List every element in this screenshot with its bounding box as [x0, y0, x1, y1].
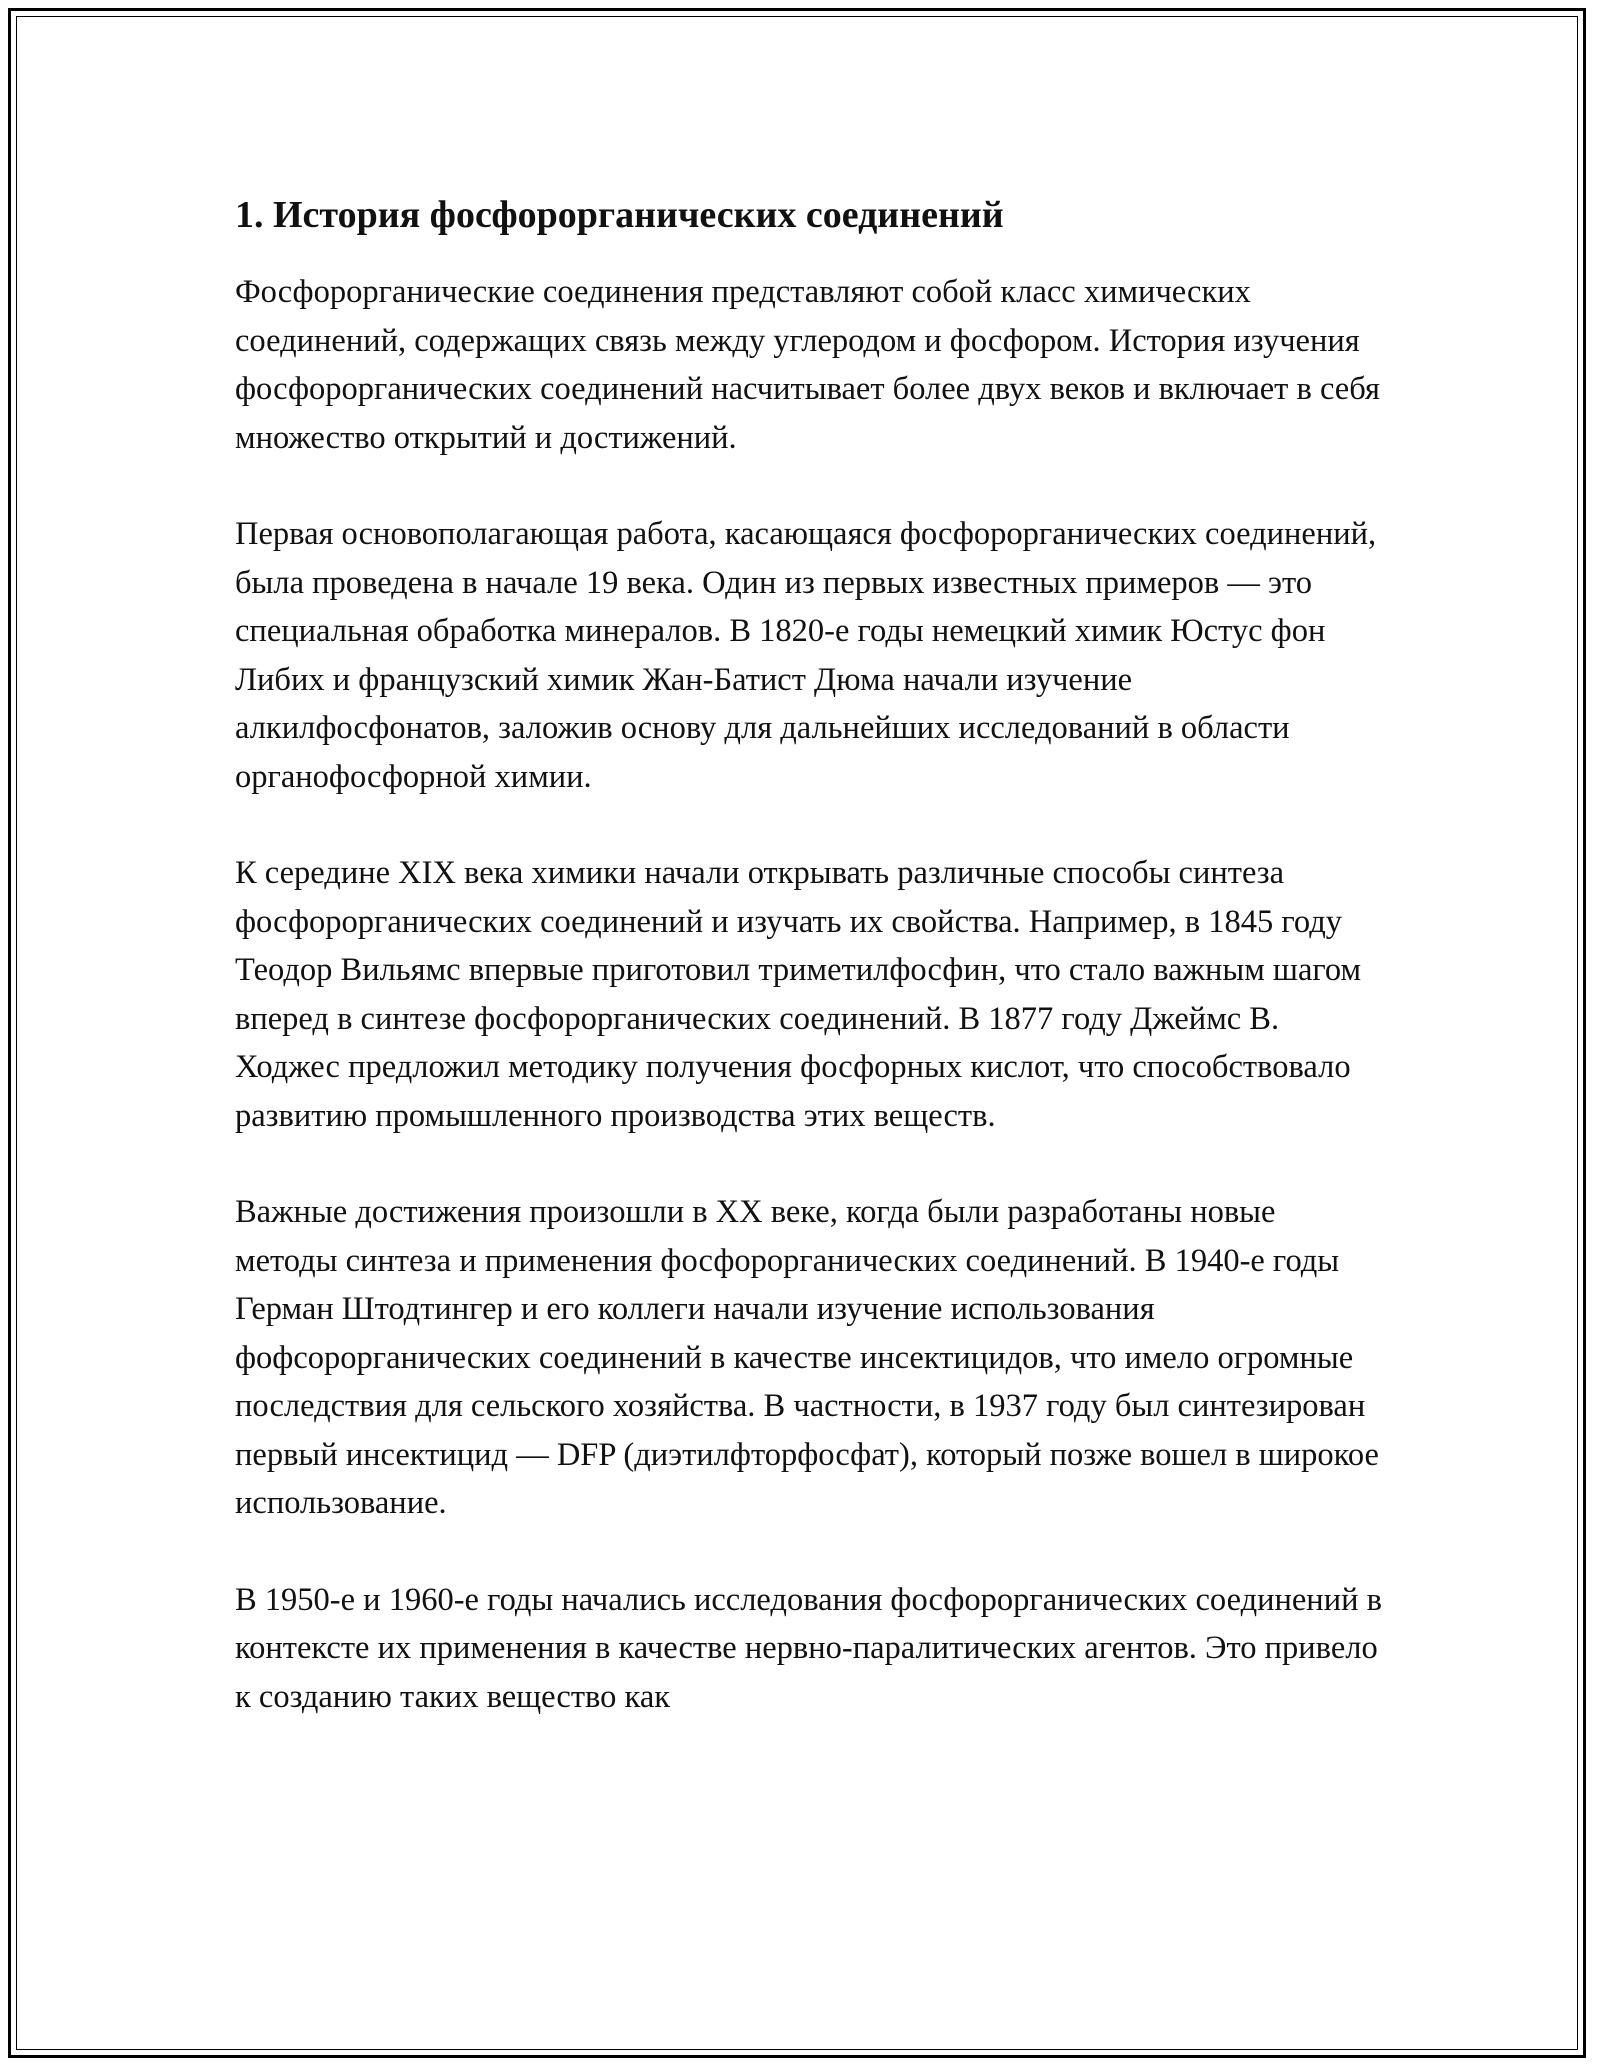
paragraph-1: Фосфорорганические соединения представляют собой класс химических соединений, содержащих связь между углеродом и фосфором. История изучения фосфорорганических соединений насчитывает более двух веков и включает в себя множество открытий и достижений. — [235, 274, 1380, 456]
paragraph-2: Первая основополагающая работа, касающаяся фосфорорганических соединений, была проведена в начале 19 века. Один из первых известных примеров — это специальная обработка минералов. В 1820-е годы немецкий химик Юстус фон Либих и французский химик Жан-Батист Дюма начали изучение алкилфосфонатов, заложив основу для дальнейших исследований в области органофосфорной химии. — [235, 516, 1377, 795]
paragraph-5: В 1950-е и 1960-е годы начались исследования фосфорорганических соединений в контексте их применения в качестве нервно-паралитических агентов. Это привело к созданию таких вещество как — [235, 1581, 1382, 1715]
document-body — [235, 188, 1385, 1769]
paragraph-3: К середине XIX века химики начали открывать различные способы синтеза фосфорорганических соединений и изучать их свойства. Например, в 1845 году Теодор Вильямс впервые приготовил триметилфосфин, что стало важным шагом вперед в синтезе фосфорорганических соединений. В 1877 году Джеймс В. Ходжес предложил методику получения фосфорных кислот, что способствовало развитию промышленного производства этих веществ. — [235, 855, 1362, 1134]
paragraph-4: Важные достижения произошли в XX веке, когда были разработаны новые методы синтеза и применения фосфорорганических соединений. В 1940-е годы Герман Штодтингер и его коллеги начали изучение использования фофсорорганических соединений в качестве инсектицидов, что имело огромные последствия для сельского хозяйства. В частности, в 1937 году был синтезирован первый инсектицид — DFP (диэтилфторфосфат), который позже вошел в широкое использование. — [235, 1194, 1379, 1521]
section-heading: 1. История фосфорорганических соединений — [235, 194, 1004, 236]
